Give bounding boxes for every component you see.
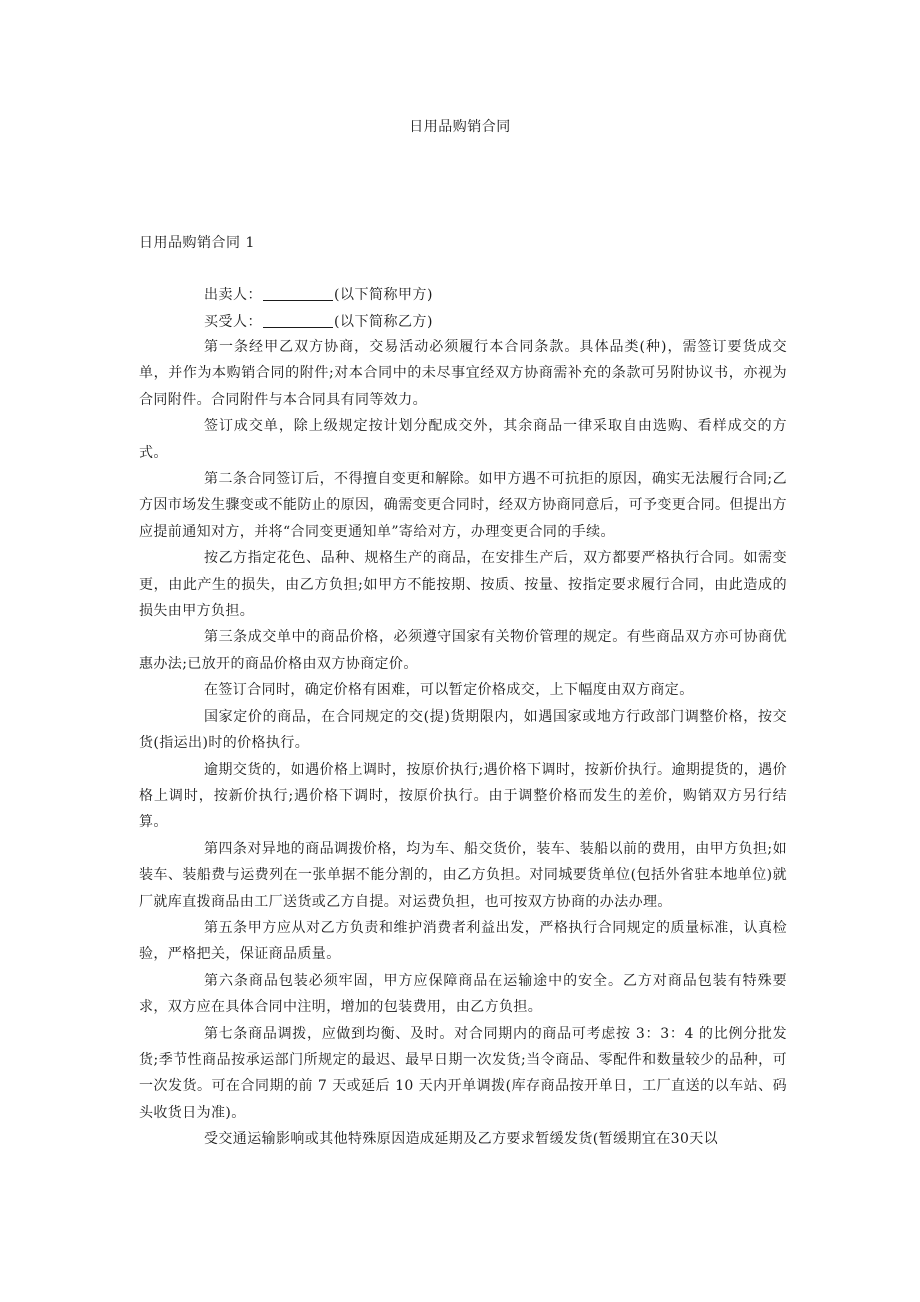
paragraph: 逾期交货的，如遇价格上调时，按原价执行;遇价格下调时，按新价执行。逾期提货的，遇价格上调时，按新价执行;遇价格下调时，按原价执行。由于调整价格而发生的差价，购销双方另行结算。 [139, 761, 787, 831]
seller-blank [263, 286, 333, 301]
paragraph: 受交通运输影响或其他特殊原因造成延期及乙方要求暂缓发货(暂缓期宜在30天以 [204, 1131, 719, 1148]
document-title: 日用品购销合同 [409, 119, 511, 135]
buyer-label: 买受人： [204, 314, 262, 330]
paragraph: 第四条对异地的商品调拨价格，均为车、船交货价，装车、装船以前的费用，由甲方负担;如装车、装船费与运费列在一张单据不能分割的，由乙方负担。对同城要货单位(包括外省驻本地单位)就厂就库直拨商品由工厂送货或乙方自提。对运费负担，也可按双方协商的办法办理。 [139, 840, 787, 910]
paragraph: 按乙方指定花色、品种、规格生产的商品，在安排生产后，双方都要严格执行合同。如需变更，由此产生的损失，由乙方负担;如甲方不能按期、按质、按量、按指定要求履行合同，由此造成的损失由甲方负担。 [139, 550, 787, 620]
paragraph: 国家定价的商品，在合同规定的交(提)货期限内，如遇国家或地方行政部门调整价格，按交货(指运出)时的价格执行。 [139, 708, 787, 752]
paragraph: 签订成交单，除上级规定按计划分配成交外，其余商品一律采取自由选购、看样成交的方式。 [139, 418, 787, 461]
section-heading: 日用品购销合同 1 [139, 235, 255, 251]
paragraph: 第一条经甲乙双方协商，交易活动必须履行本合同条款。具体品类(种)，需签订要货成交单，并作为本购销合同的附件;对本合同中的未尽事宜经双方协商需补充的条款可另附协议书，亦视为合同附件。合同附件与本合同具有同等效力。 [139, 339, 787, 408]
paragraph: 第六条商品包装必须牢固，甲方应保障商品在运输途中的安全。乙方对商品包装有特殊要求，双方应在具体合同中注明，增加的包装费用，由乙方负担。 [139, 972, 787, 1016]
paragraph: 第三条成交单中的商品价格，必须遵守国家有关物价管理的规定。有些商品双方亦可协商优惠办法;已放开的商品价格由双方协商定价。 [139, 629, 787, 672]
seller-suffix: (以下简称甲方) [334, 287, 433, 303]
buyer-blank [263, 313, 333, 328]
contract-body [139, 334, 787, 1153]
buyer-line [204, 311, 433, 331]
paragraph: 在签订合同时，确定价格有困难，可以暂定价格成交，上下幅度由双方商定。 [204, 682, 694, 699]
paragraph: 第二条合同签订后，不得擅自变更和解除。如甲方遇不可抗拒的原因，确实无法履行合同;乙方因市场发生骤变或不能防止的原因，确需变更合同时，经双方协商同意后，可予变更合同。但提出方应提前通知对方，并将“合同变更通知单”寄给对方，办理变更合同的手续。 [139, 471, 787, 540]
seller-label: 出卖人： [204, 287, 262, 303]
buyer-suffix: (以下简称乙方) [334, 314, 433, 330]
paragraph: 第五条甲方应从对乙方负责和维护消费者利益出发，严格执行合同规定的质量标准，认真检验，严格把关，保证商品质量。 [139, 919, 787, 963]
paragraph: 第七条商品调拨，应做到均衡、及时。对合同期内的商品可考虑按 3：3：4 的比例分批发货;季节性商品按承运部门所规定的最迟、最早日期一次发货;当令商品、零配件和数量较少的品种，可一次发货。可在合同期的前 7 天或延后 10 天内开单调拨(库存商品按开单日，工厂直送的以车站、码头收货日为准)。 [139, 1025, 787, 1121]
seller-line [204, 284, 433, 304]
